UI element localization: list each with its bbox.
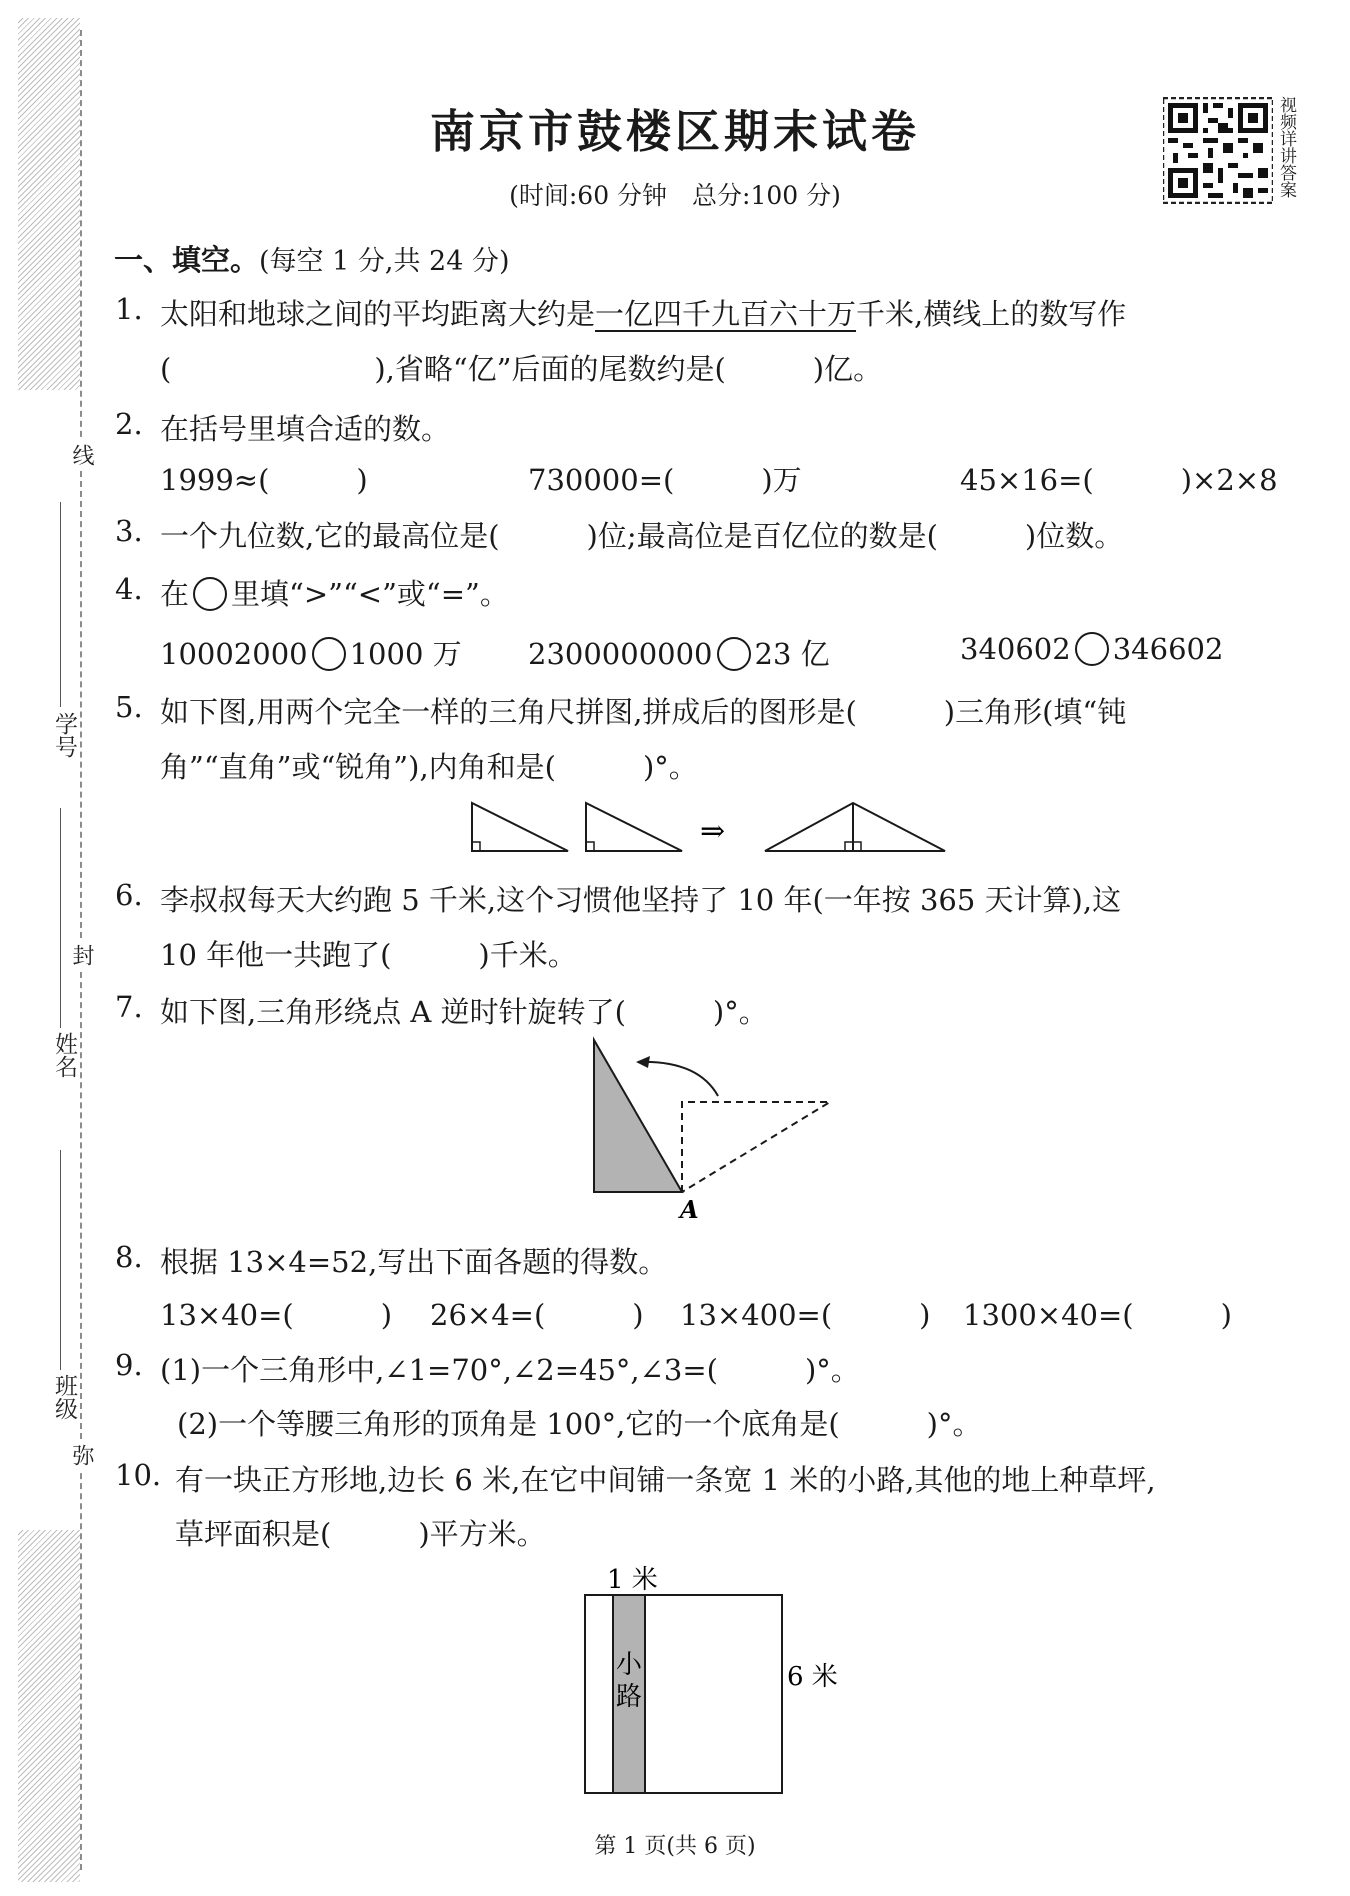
- margin-xuehao-line: [60, 502, 61, 707]
- q7-text: 如下图,三角形绕点 A 逆时针旋转了( )°。: [160, 995, 768, 1029]
- q4-item-1: [160, 632, 462, 673]
- q5-triangle-figure: [460, 795, 960, 855]
- q4-item-1-left: 10002000: [160, 637, 308, 671]
- q10-square-field-figure: [575, 1560, 855, 1800]
- q9-part-2: (2)一个等腰三角形的顶角是 100°,它的一个底角是( )°。: [177, 1407, 982, 1441]
- q4-text: [160, 572, 509, 613]
- q8-item-1: 13×40=( ): [160, 1298, 393, 1332]
- set-square-2: [586, 803, 682, 851]
- q10-line1: 有一块正方形地,边长 6 米,在它中间铺一条宽 1 米的小路,其他的地上种草坪,: [175, 1463, 1156, 1497]
- q4-item-2-right: 23 亿: [754, 637, 830, 671]
- q6-line2: 10 年他一共跑了( )千米。: [160, 938, 577, 972]
- side-length-label: 6 米: [787, 1662, 838, 1692]
- q8-item-2: 26×4=( ): [430, 1298, 644, 1332]
- q2-text: 在括号里填合适的数。: [160, 412, 451, 446]
- q9-part-1: (1)一个三角形中,∠1=70°,∠2=45°,∠3=( )°。: [160, 1353, 860, 1387]
- q2-item-3: 45×16=( )×2×8: [960, 463, 1278, 497]
- q7-rotation-figure: [580, 1032, 850, 1222]
- q2-item-2: 730000=( )万: [528, 463, 802, 497]
- q9-number: 9.: [115, 1348, 143, 1382]
- q8-item-4: 1300×40=( ): [963, 1298, 1232, 1332]
- q1-text-a: 太阳和地球之间的平均距离大约是: [160, 297, 596, 331]
- q3-text: 一个九位数,它的最高位是( )位;最高位是百亿位的数是( )位数。: [160, 519, 1124, 553]
- margin-xuehao-label: 学号: [51, 712, 77, 758]
- set-square-1: [472, 803, 568, 851]
- margin-cut-mark-feng: 封: [66, 940, 97, 970]
- q8-text: 根据 13×4=52,写出下面各题的得数。: [160, 1245, 668, 1279]
- q6-number: 6.: [115, 878, 143, 912]
- q4-item-2: [528, 632, 830, 673]
- q10-line2: 草坪面积是( )平方米。: [175, 1517, 546, 1551]
- q1-line1: [160, 292, 1126, 333]
- road-label-2: 路: [616, 1682, 643, 1712]
- section-1-points: (每空 1 分,共 24 分): [259, 246, 510, 277]
- compare-circle-icon[interactable]: [717, 637, 751, 671]
- section-1-heading: [114, 238, 510, 279]
- rotation-arrow: [638, 1062, 718, 1096]
- combined-triangle: [765, 803, 945, 851]
- q5-number: 5.: [115, 690, 143, 724]
- q10-number: 10.: [115, 1458, 162, 1492]
- q3-number: 3.: [115, 514, 143, 548]
- qr-caption: 视频详讲答案: [1276, 96, 1296, 198]
- q2-number: 2.: [115, 407, 143, 441]
- transform-arrow: ⇒: [700, 814, 726, 849]
- section-1-title: 一、填空。: [114, 243, 260, 277]
- road-width-label: 1 米: [607, 1565, 658, 1595]
- q5-line1: 如下图,用两个完全一样的三角尺拼图,拼成后的图形是( )三角形(填“钝: [160, 695, 1127, 729]
- compare-circle-icon[interactable]: [312, 637, 346, 671]
- q8-item-3: 13×400=( ): [680, 1298, 931, 1332]
- road-label-1: 小: [616, 1650, 643, 1680]
- q1-number: 1.: [115, 292, 143, 326]
- q4-item-3: [960, 632, 1223, 666]
- compare-circle-icon[interactable]: [1075, 632, 1109, 666]
- exam-title: 南京市鼓楼区期末试卷: [429, 105, 920, 158]
- margin-cut-mark-xian: 线: [66, 440, 97, 470]
- q5-line2: 角”“直角”或“锐角”),内角和是( )°。: [160, 750, 698, 784]
- margin-xingming-line: [60, 808, 61, 1028]
- q4-item-2-left: 2300000000: [528, 637, 713, 671]
- qr-code-icon[interactable]: [1163, 97, 1273, 204]
- margin-banji-line: [60, 1150, 61, 1370]
- q4-number: 4.: [115, 572, 143, 606]
- q2-item-1: 1999≈( ): [160, 463, 368, 497]
- q8-number: 8.: [115, 1240, 143, 1274]
- q1-text-b: 千米,横线上的数写作: [856, 297, 1127, 331]
- q4-item-3-left: 340602: [960, 632, 1071, 666]
- q7-number: 7.: [115, 990, 143, 1024]
- exam-subtitle: (时间:60 分钟 总分:100 分): [509, 181, 841, 210]
- q4-text-b: 里填“>”“<”或“=”。: [231, 577, 509, 611]
- q1-underlined-number: 一亿四千九百六十万: [595, 297, 857, 331]
- compare-circle-icon: [193, 577, 227, 611]
- original-triangle: [682, 1102, 830, 1192]
- margin-banji-label: 班级: [51, 1374, 77, 1420]
- point-a-label: A: [680, 1195, 699, 1222]
- q4-text-a: 在: [160, 577, 190, 611]
- q1-line2: ( ),省略“亿”后面的尾数约是( )亿。: [160, 352, 883, 386]
- page-footer: 第 1 页(共 6 页): [594, 1834, 756, 1859]
- q6-line1: 李叔叔每天大约跑 5 千米,这个习惯他坚持了 10 年(一年按 365 天计算),这: [160, 883, 1122, 917]
- q4-item-1-right: 1000 万: [349, 637, 462, 671]
- q4-item-3-right: 346602: [1112, 632, 1224, 666]
- margin-xingming-label: 姓名: [51, 1032, 77, 1078]
- margin-cut-mark-mi: 弥: [66, 1440, 97, 1470]
